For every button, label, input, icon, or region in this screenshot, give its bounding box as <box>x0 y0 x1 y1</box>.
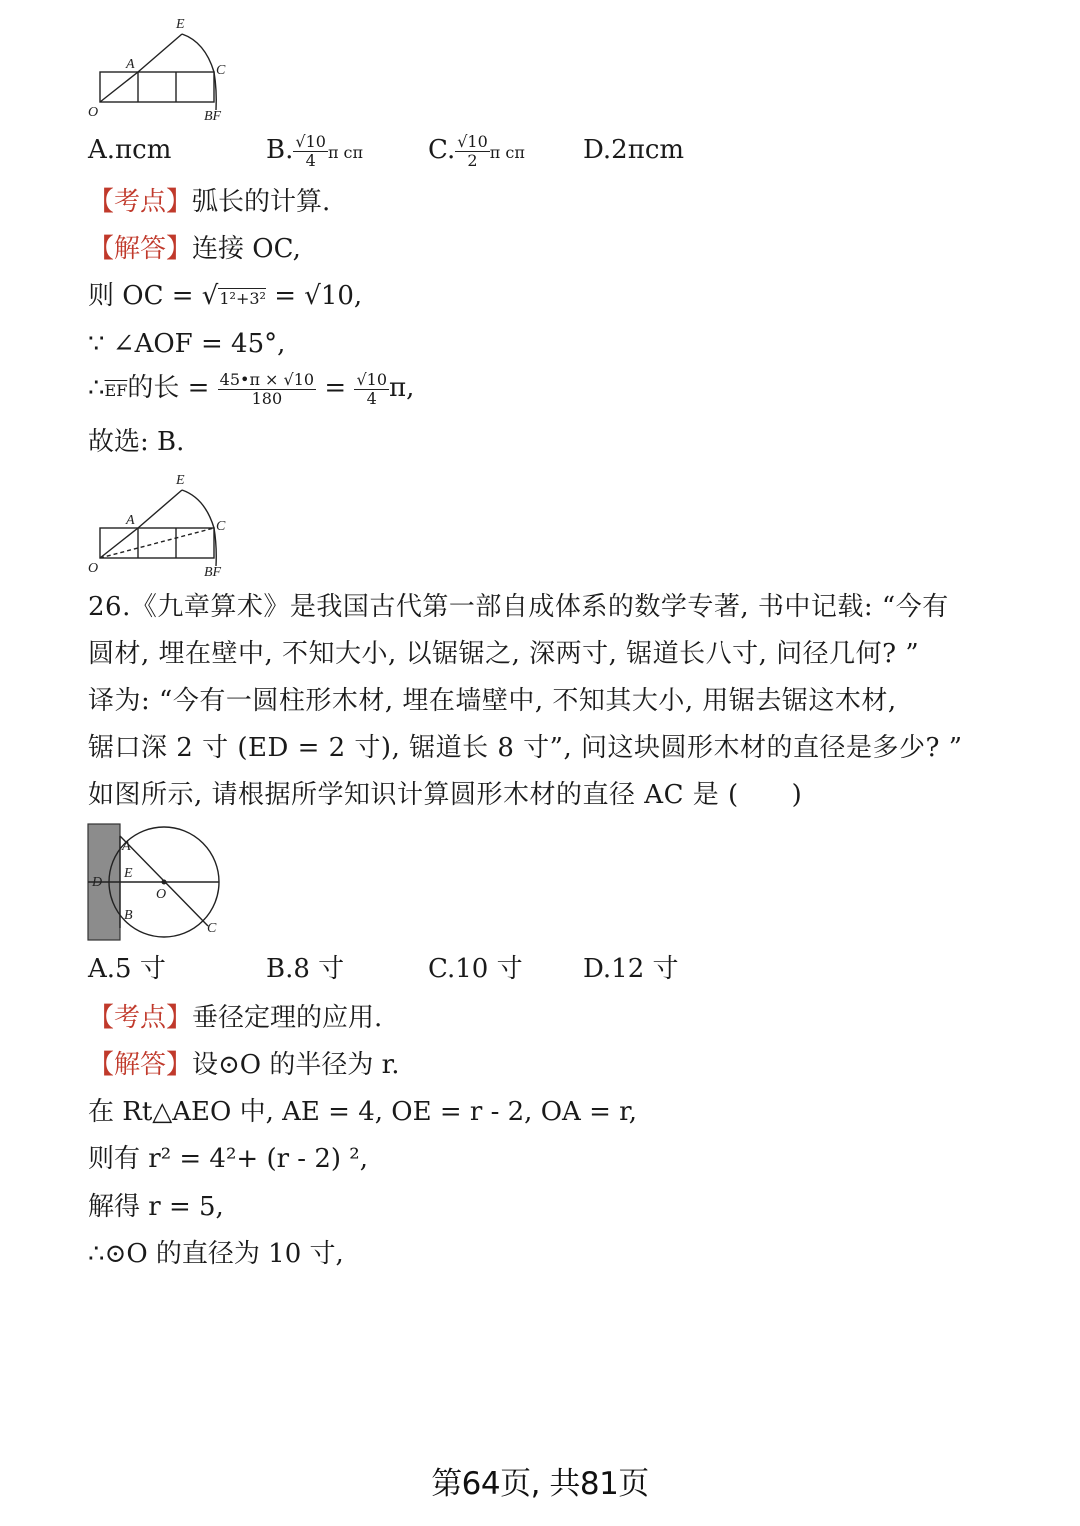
q25-line3-num: 45•π × √10 <box>219 369 315 389</box>
q25-jieda-tag: 【解答】 <box>88 234 193 264</box>
q25-jieda <box>88 231 301 267</box>
q26-line1-text: 在 Rt△AEO 中, AE = 4, OE = r - 2, OA = r, <box>88 1097 637 1127</box>
q26-line4-text: ∴⊙O 的直径为 10 寸, <box>88 1239 344 1269</box>
q26-line2-text: 则有 r² = 4²+ (r - 2) ², <box>88 1144 368 1174</box>
q25-option-a-text: A.πcm <box>88 135 172 165</box>
fig3-label-b: B <box>124 908 133 923</box>
q26-line2 <box>88 1141 368 1177</box>
q25-option-b-den: 4 <box>305 150 316 170</box>
q26-kaodian <box>88 1000 382 1036</box>
page-footer: 第64页, 共81页 <box>431 1466 649 1502</box>
fig2-label-o: O <box>88 561 99 576</box>
q26-line1 <box>88 1094 637 1130</box>
q25-guxuan <box>88 424 184 460</box>
q25-option-b-num: √10 <box>295 131 326 151</box>
q26-line3 <box>88 1189 224 1225</box>
fig1-label-bf: BF <box>204 109 222 124</box>
q26-kaodian-text: 垂径定理的应用. <box>192 1003 383 1033</box>
fig1-label-c: C <box>216 63 226 78</box>
q26-option-a <box>88 951 166 987</box>
fig3-label-o: O <box>156 887 167 902</box>
q26-jieda-tag: 【解答】 <box>88 1050 193 1080</box>
q25-line3-arc: $\overline{EF}$ <box>104 381 128 400</box>
q25-line1: 则 OC = √1²+3² = √10, <box>88 281 363 311</box>
q25-line3-num2: √10 <box>356 369 387 389</box>
fig2-label-c: C <box>216 519 226 534</box>
q25-option-c-den: 2 <box>467 150 478 170</box>
q25-line2-text: ∵ ∠AOF = 45°, <box>88 329 286 359</box>
q26-option-c-text: C.10 寸 <box>428 954 523 984</box>
fig2-label-bf: BF <box>204 565 222 580</box>
q25-option-c <box>428 132 525 171</box>
q25-option-b <box>266 132 363 171</box>
q26-option-d <box>583 951 679 987</box>
q26-question-line3: 译为: “今有一圆柱形木材, 埋在墙壁中, 不知其大小, 用锯去锯这木材, <box>88 686 897 716</box>
q26-option-b <box>266 951 344 987</box>
fig3-label-d: D <box>92 875 103 890</box>
q26-question-line4: 锯口深 2 寸 (ED = 2 寸), 锯道长 8 寸”, 问这块圆形木材的直径是多少? ” <box>88 733 963 763</box>
q25-line1-suffix: = √10, <box>265 281 363 311</box>
q26-jieda <box>88 1047 399 1083</box>
q26-jieda-text: 设⊙O 的半径为 r. <box>192 1050 400 1080</box>
figure-q25 <box>80 12 250 124</box>
q25-line3-prefix: ∴ <box>88 373 105 403</box>
q26-kaodian-tag: 【考点】 <box>88 1003 193 1033</box>
q25-option-d <box>583 132 684 168</box>
q26-line4 <box>88 1236 344 1272</box>
q26-option-d-text: D.12 寸 <box>583 954 679 984</box>
figure-q26 <box>86 822 236 944</box>
q25-kaodian-tag: 【考点】 <box>88 187 193 217</box>
q25-line1-sqrt: 1²+3² <box>219 289 266 308</box>
q25-jieda-text: 连接 OC, <box>192 234 301 264</box>
q25-line2 <box>88 326 285 362</box>
q26-option-b-text: B.8 寸 <box>266 954 345 984</box>
q26-line3-text: 解得 r = 5, <box>88 1192 224 1222</box>
q25-option-c-unit: π cπ <box>489 143 525 162</box>
fig3-label-e: E <box>124 866 133 881</box>
q25-line3-den: 180 <box>251 388 283 408</box>
fig1-label-a: A <box>126 57 135 72</box>
fig3-label-c: C <box>207 921 217 936</box>
q25-line3-den2: 4 <box>366 388 377 408</box>
q25-option-a <box>88 132 171 168</box>
q25-option-b-prefix: B. <box>266 135 294 165</box>
q26-question-line5: 如图所示, 请根据所学知识计算圆形木材的直径 AC 是 ( ) <box>88 780 803 810</box>
q26-question-line2: 圆材, 埋在壁中, 不知大小, 以锯锯之, 深两寸, 锯道长八寸, 问径几何? ” <box>88 639 920 669</box>
fig1-label-o: O <box>88 105 99 120</box>
fig1-label-e: E <box>176 17 185 32</box>
q25-kaodian-text: 弧长的计算. <box>192 187 331 217</box>
q25-line3-suffix: π, <box>389 373 415 403</box>
q25-guxuan-text: 故选: B. <box>88 427 185 457</box>
q25-line3-eq: = <box>316 373 355 403</box>
q25-option-c-prefix: C. <box>428 135 456 165</box>
q25-line1-prefix: 则 OC = <box>88 281 202 311</box>
q25-option-d-text: D.2πcm <box>583 135 685 165</box>
fig2-label-e: E <box>176 473 185 488</box>
q26-question <box>88 584 1008 819</box>
q25-line3-mid: 的长 = <box>127 373 218 403</box>
q26-option-c <box>428 951 523 987</box>
q25-option-b-unit: π cπ <box>327 143 364 162</box>
q25-line3 <box>88 370 414 409</box>
figure-q25-solution <box>80 468 250 580</box>
q25-kaodian <box>88 184 330 220</box>
fig3-label-a: A <box>122 839 131 854</box>
q26-option-a-text: A.5 寸 <box>88 954 166 984</box>
fig2-label-a: A <box>126 513 135 528</box>
q26-question-line1: 26.《九章算术》是我国古代第一部自成体系的数学专著, 书中记载: “今有 <box>88 592 949 622</box>
q25-option-c-num: √10 <box>457 131 488 151</box>
